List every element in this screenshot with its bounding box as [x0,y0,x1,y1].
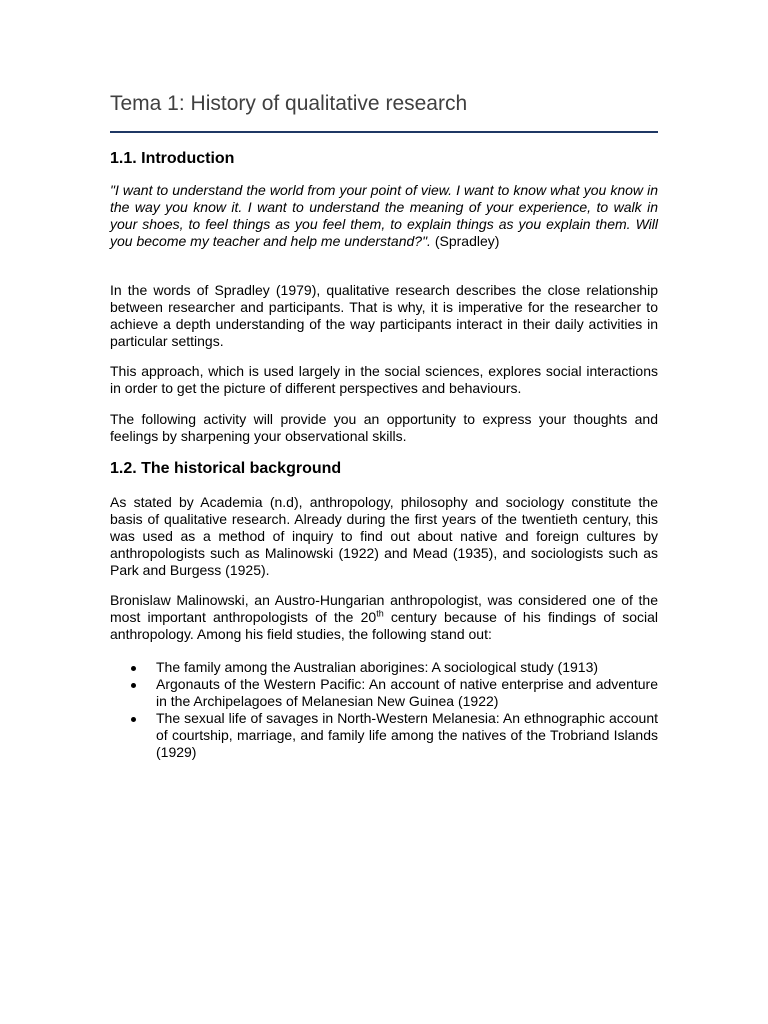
bullet-icon [131,666,136,671]
list-item-text: Argonauts of the Western Pacific: An account of native enterprise and adventure in the Archipelagoes of Melanesian New Guinea (1922) [156,676,658,709]
list-item-text: The sexual life of savages in North-Western Melanesia: An ethnographic account of courtship, marriage, and family life among the natives of the Trobriand Islands (1929) [156,710,658,760]
list-item [110,676,658,710]
bullet-icon [131,683,136,688]
list-item [110,659,658,676]
section-heading-introduction: 1.1. Introduction [110,150,235,167]
paragraph-approach: This approach, which is used largely in the social sciences, explores social interactions in order to get the picture of different perspectives and behaviours. [110,363,658,396]
bullet-icon [131,717,136,722]
quote-text: "I want to understand the world from your point of view. I want to know what you know in the way you know it. I want to understand the meaning of your experience, to walk in your shoes, to feel things as you feel them, to explain things as you explain them. Will you become my teacher and help me understand?". [110,182,658,249]
list-item-text: The family among the Australian aborigines: A sociological study (1913) [156,659,599,675]
spradley-quote [110,182,658,250]
list-item [110,710,658,761]
malinowski-text-end: century because of his findings of social anthropology. Among his field studies, the following stand out: [110,609,658,642]
malinowski-text-start: Bronislaw Malinowski, an Austro-Hungarian anthropologist, was considered one of the most important anthropologists of the 20 [110,592,658,625]
ordinal-superscript: th [376,608,384,619]
paragraph-academia: As stated by Academia (n.d), anthropology, philosophy and sociology constitute the basis of qualitative research. Already during the first years of the twentieth century, this was used as a method of inquiry to find out about native and foreign cultures by anthropologists such as Malinowski (1922) and Mead (1935), and sociologists such as Park and Burgess (1925). [110,494,658,578]
paragraph-activity: The following activity will provide you an opportunity to express your thoughts and feelings by sharpening your observational skills. [110,411,658,444]
document-title: Tema 1: History of qualitative research [110,92,468,115]
quote-source: (Spradley) [430,233,500,249]
paragraph-spradley: In the words of Spradley (1979), qualitative research describes the close relationship between researcher and participants. That is why, it is imperative for the researcher to achieve a depth understanding of the way participants interact in their daily activities in particular settings. [110,282,658,349]
title-underline-rule [110,131,658,133]
field-studies-list [110,659,658,761]
section-heading-historical-background: 1.2. The historical background [110,460,342,477]
paragraph-malinowski [110,592,658,643]
